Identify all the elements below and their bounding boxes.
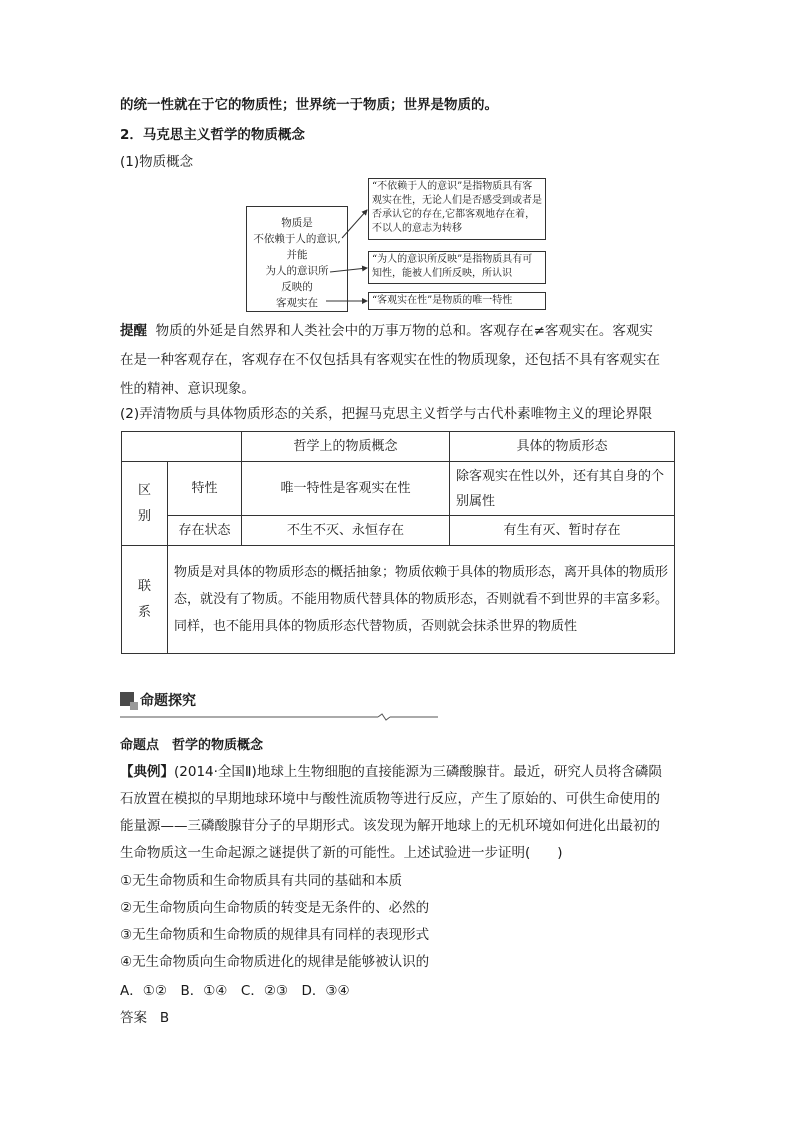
example-line-1 xyxy=(120,763,662,781)
section-title: 命题探究 xyxy=(140,693,196,709)
col-header: 哲学上的物质概念 xyxy=(242,432,450,462)
concept-line: 客观实在 xyxy=(276,297,318,309)
tip-line-2: 在是一种客观存在，客观存在不仅包括具有客观实在性的物质现象，还包括不具有客观实在 xyxy=(120,352,660,368)
table-cell: 唯一特性是客观实在性 xyxy=(242,462,450,516)
arrow-to-note2 xyxy=(330,268,367,272)
col-header: 具体的物质形态 xyxy=(450,432,675,462)
heading-2: 2．马克思主义哲学的物质概念 xyxy=(120,127,305,143)
answer-line xyxy=(120,1009,169,1027)
option-3: ③无生命物质和生命物质的规律具有同样的表现形式 xyxy=(120,927,430,943)
option-1: ①无生命物质和生命物质具有共同的基础和本质 xyxy=(120,873,403,889)
topic-line: 命题点 哲学的物质概念 xyxy=(120,738,264,753)
note-objective-reality: “不依赖于人的意识”是指物质具有客观实在性，无论人们是否感受到或者是否承认它的存在,它都客观地存在着，不以人的意志为转移 xyxy=(368,178,546,240)
section-divider xyxy=(120,713,438,721)
section-marker-icon xyxy=(120,692,134,706)
concept-line: 物质是 xyxy=(281,217,313,229)
table-row xyxy=(122,546,675,654)
intro-line: 的统一性就在于它的物质性；世界统一于物质；世界是物质的。 xyxy=(120,97,498,113)
note-knowability: “为人的意识所反映”是指物质具有可知性，能被人们所反映，所认识 xyxy=(368,251,546,284)
example-text: (2014·全国Ⅱ)地球上生物细胞的直接能源为三磷酸腺苷。最近，研究人员将含磷陨 xyxy=(174,764,662,780)
note-unique-property: “客观实在性”是物质的唯一特性 xyxy=(368,292,546,310)
table-row xyxy=(122,516,675,546)
table-cell: 有生有灭、暂时存在 xyxy=(450,516,675,546)
option-4: ④无生命物质向生命物质进化的规律是能够被认识的 xyxy=(120,954,430,970)
table-header-row xyxy=(122,432,675,462)
row-label: 存在状态 xyxy=(168,516,242,546)
concept-line: 反映的 xyxy=(281,281,313,293)
group-label-difference: 区别 xyxy=(122,462,168,546)
arrow-to-note1 xyxy=(342,210,367,238)
example-line-4: 生命物质这一生命起源之谜提供了新的可能性。上述试验进一步证明( ) xyxy=(120,845,563,861)
subheading-concept: (1)物质概念 xyxy=(120,154,194,170)
relation-cell: 物质是对具体的物质形态的概括抽象；物质依赖于具体的物质形态，离开具体的物质形态，就没有了物质。不能用物质代替具体的物质形态，否则就看不到世界的丰富多彩。同样，也不能用具体的物质形态代替物质，否则就会抹杀世界的物质性 xyxy=(168,546,675,654)
tip-line-3: 性的精神、意识现象。 xyxy=(120,381,255,397)
table-corner xyxy=(122,432,242,462)
answer-choices: A．①② B．①④ C．②③ D．③④ xyxy=(120,983,350,999)
answer-label: 答案 xyxy=(120,1010,147,1026)
concept-diagram xyxy=(246,178,550,314)
comparison-table xyxy=(121,431,675,654)
example-label: 【典例】 xyxy=(120,764,174,780)
option-2: ②无生命物质向生命物质的转变是无条件的、必然的 xyxy=(120,900,430,916)
tip-label: 提醒 xyxy=(120,323,147,339)
concept-line: 为人的意识所 xyxy=(265,265,329,277)
tip-line-1 xyxy=(120,322,653,340)
table-cell: 不生不灭、永恒存在 xyxy=(242,516,450,546)
table-cell: 除客观实在性以外，还有其自身的个别属性 xyxy=(450,462,675,516)
tip-text: 物质的外延是自然界和人类社会中的万事万物的总和。客观存在≠客观实在。客观实 xyxy=(155,323,653,339)
example-line-3: 能量源——三磷酸腺苷分子的早期形式。该发现为解开地球上的无机环境如何进化出最初的 xyxy=(120,818,660,834)
answer-value: B xyxy=(159,1010,170,1026)
group-label-relation: 联系 xyxy=(122,546,168,654)
concept-line: 并能 xyxy=(286,249,308,261)
example-line-2: 石放置在模拟的早期地球环境中与酸性流质物等进行反应，产生了原始的、可供生命使用的 xyxy=(120,791,660,807)
concept-line: 不依赖于人的意识, xyxy=(253,233,341,245)
row-label: 特性 xyxy=(168,462,242,516)
subheading-relation: (2)弄清物质与具体物质形态的关系，把握马克思主义哲学与古代朴素唯物主义的理论界限 xyxy=(120,406,653,422)
table-row xyxy=(122,462,675,516)
